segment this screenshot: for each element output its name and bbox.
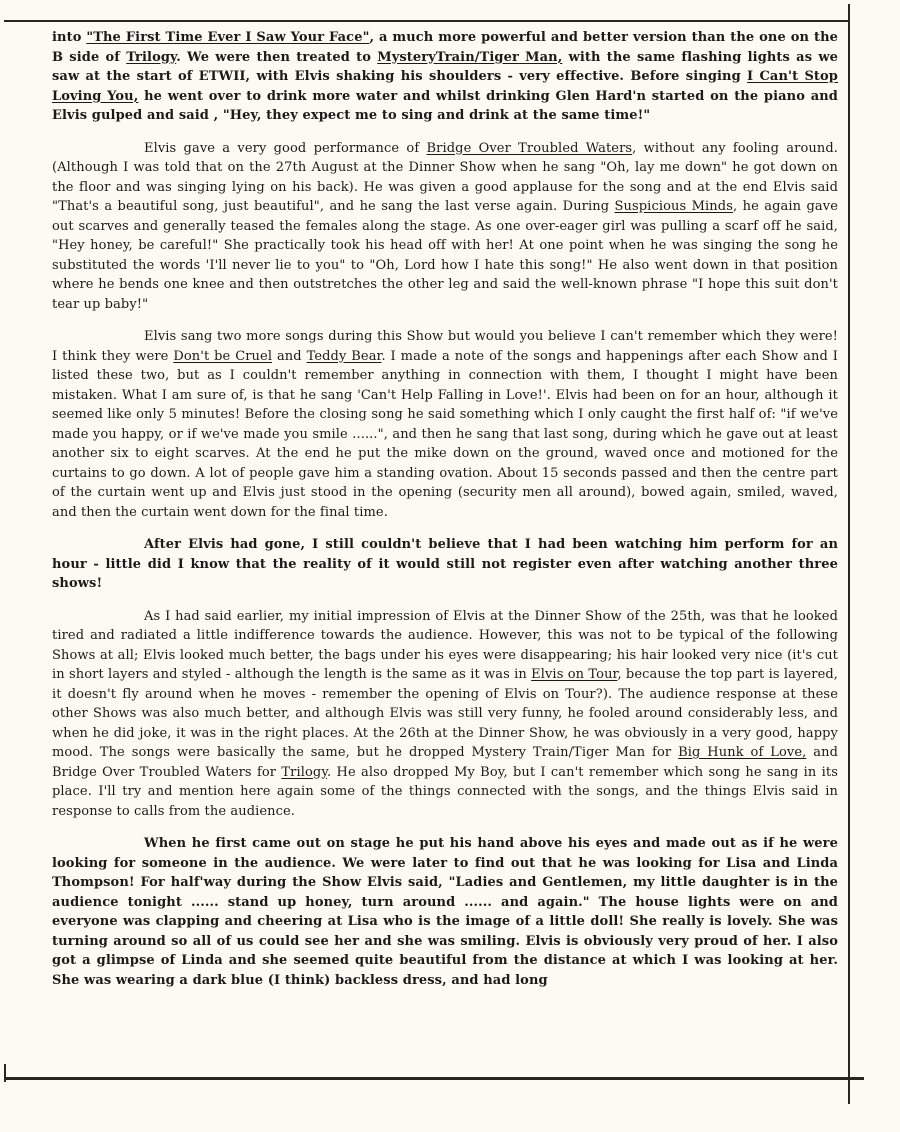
text-run: When he first came out on stage he put his hand above his eyes and made out as if he were looking for someone in the audience. We were later to find out that he was looking for Lisa and Linda Thompson! For half'way during the Show Elvis said, "Ladies and Gentlemen, my little daughter is in the audience tonight ...... stand up honey, turn around ...... and again." The house lights were on and everyone was clapping and cheering at Lisa who is the image of a little doll! She really is lovely. She was turning around so all of us could see her and she was smiling. Elvis is obviously very proud of her. I also got a glimpse of Linda and she seemed quite beautiful from the distance at which I was looking at her. She was wearing a dark blue (I think) backless dress, and had long [52,836,838,988]
text-run: with the same flashing lights as we saw at the start of ETWII, with Elvis shaking his shoulders - very effective. Before singing [52,49,839,84]
text-run: Elvis gave a very good performance of [144,140,427,156]
song-title: Trilogy [126,49,177,65]
text-run: Elvis sang two more songs during this Show but would you believe I can't remember which they were! I think they were [52,329,838,364]
document-body [52,28,838,1003]
song-title: "The First Time Ever I Saw Your Face" [86,30,370,45]
text-run: , a much more powerful and better version than the one on the B side of [52,30,838,65]
text-run: , because the top part is layered, it doesn't fly around when he moves - remember the opening of Elvis on Tour?). The audience response at these other Shows was also much better, and although Elvis was still very funny, he fooled around considerably less, and when he did joke, it was in the right places. At the 26th at the Dinner Show, he was obviously in a very good, happy mood. The songs were basically the same, but he dropped Mystery Train/Tiger Man for [52,667,839,760]
top-border-rule [4,20,850,22]
bottom-border-rule [4,1077,864,1080]
text-run: As I had said earlier, my initial impression of Elvis at the Dinner Show of the 25th, was that he looked tired and radiated a little indifference towards the audience. However, this was not to be typical of the following Shows at all; Elvis looked much better, the bags under his eyes were disappearing; his hair looked very nice (it's cut in short layers and styled - although the length is the same as it was in [52,608,838,682]
text-run: he went over to drink more water and whilst drinking Glen Hard'n started on the piano and Elvis gulped and said , "Hey, they expect me to sing and drink at the same time!" [52,88,838,123]
song-title: Suspicious Minds [614,199,733,214]
song-title: Big Hunk of Love, [678,745,807,760]
song-title: Trilogy [281,764,328,780]
text-run: , without any fooling around. (Although I was told that on the 27th August at the Dinner Show when he sang "Oh, lay me down" he got down on the floor and was singing lying on his back). He was given a good applause for the song and at the end Elvis said "That's a beautiful song, just beautiful", and he sang the last verse again. During [52,140,838,214]
text-run: into [52,30,87,45]
song-title: Don't be Cruel [173,348,273,364]
paragraph [52,327,838,522]
paragraph [52,834,838,990]
text-run: . He also dropped My Boy, but I can't remember which song he sang in its place. I'll try and mention here again some of the things connected with the songs, and the things Elvis said in response to calls from the audience. [52,764,838,819]
paragraph [52,607,838,822]
text-run: . We were then treated to [176,49,378,65]
song-title: I Can't Stop Loving You, [52,69,838,104]
song-title: Teddy Bear [306,348,382,364]
right-border-rule [848,4,850,1104]
text-run: . I made a note of the songs and happenings after each Show and I listed these two, but as I couldn't remember anything in connection with them, I thought I might have been mistaken. What I am sure of, is that he sang 'Can't Help Falling in Love!'. Elvis had been on for an hour, although it seemed like only 5 minutes! Before the closing song he said something which I only caught the first half of: "if we've made you happy, or if we've made you smile ......", and then he sang that last song, during which he gave out at least another six to eight scarves. At the end he put the mike down on the ground, waved once and motioned for the curtains to go down. A lot of people gave him a standing ovation. About 15 seconds passed and then the centre part of the curtain went up and Elvis just stood in the opening (security men all around), bowed again, smiled, waved, and then the curtain went down for the final time. [52,348,838,520]
text-run: After Elvis had gone, I still couldn't believe that I had been watching him perform for an hour - little did I know that the reality of it would still not register even after watching another three shows! [52,537,838,591]
song-title: Bridge Over Troubled Waters [426,140,633,156]
paragraph [52,28,838,126]
left-border-stub [4,1064,6,1082]
text-run: and [272,348,307,364]
paragraph [52,535,838,594]
song-title: MysteryTrain/Tiger Man, [377,49,563,65]
text-run: , he again gave out scarves and generally teased the females along the stage. As one over-eager girl was pulling a scarf off he said, "Hey honey, be careful!" She practically took his head off with her! At one point when he was singing the song he substituted the words 'I'll never lie to you" to "Oh, Lord how I hate this song!" He also went down in that position where he bends one knee and then outstretches the other leg and said the well-known phrase "I hope this suit don't tear up baby!" [52,199,838,312]
text-run: and Bridge Over Troubled Waters for [52,745,839,780]
paragraph [52,139,838,315]
song-title: Elvis on Tour [531,667,618,682]
